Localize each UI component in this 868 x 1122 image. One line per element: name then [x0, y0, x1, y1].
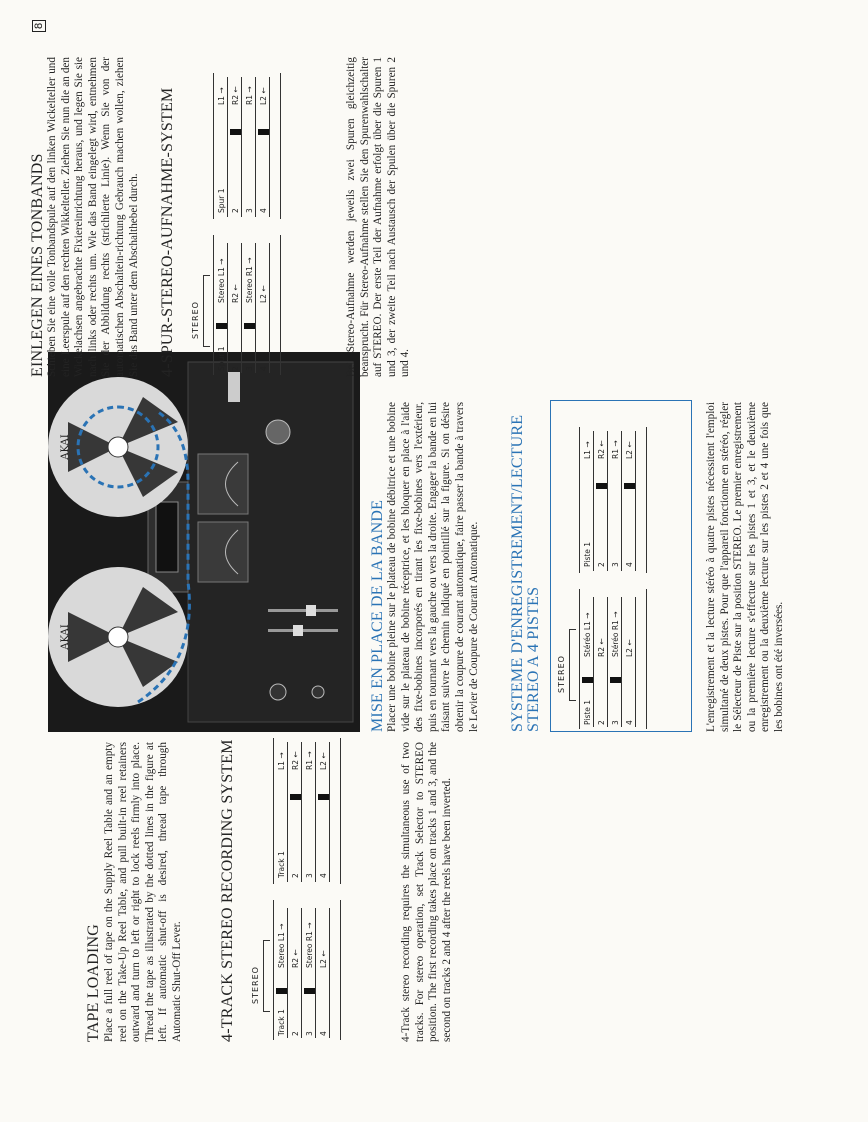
system-text-fr: L'enregistrement et la lecture stéréo à quatre pistes nécessitent l'emploi simultané de deux pistes. Pour que l'appareil fonctionne en stéréo, régler le Sélecteur de Piste sur la position STEREO. Le premier enregistrement ou la première lecture s'effectue sur les pistes 1 et 3, et le deuxième enregistrement ou la deuxième lecture sur les pistes 2 et 4 une fois que les bobines ont été inversées. [705, 402, 785, 732]
channel-label: L2 ← [625, 639, 634, 657]
track-number-label: Track 1 [277, 1009, 286, 1036]
track-number-label: 2 [231, 208, 240, 213]
track-number-label: 4 [259, 366, 268, 371]
french-column [0, 402, 868, 742]
page-number: 8 [32, 20, 46, 32]
stereo-label: STEREO [191, 301, 200, 339]
loading-heading-fr: MISE EN PLACE DE LA BANDE [369, 499, 386, 732]
track-number-label: 4 [319, 873, 328, 878]
track-number-label: 3 [305, 1031, 314, 1036]
channel-label: L2 ← [259, 285, 268, 303]
stereo-bracket [263, 940, 270, 1012]
system-text-en: 4-Track stereo recording requires the simultaneous use of two tracks. For stereo operation, set Track Selector to STEREO position. The first recording takes place on tracks 1 and 3, and the second on tracks 2 and 4 after the reels have been inverted. [400, 742, 453, 1042]
channel-label: L2 ← [319, 752, 328, 770]
track-number-label: 3 [245, 208, 254, 213]
photo-brand-left: AKAI [60, 624, 71, 650]
system-text-de: Bei Stereo-Aufnahme werden jeweils zwei Spuren gleichzeitig beansprucht. Für Stereo-Aufnahme stellen Sie den Spurenwahlschalter auf STEREO. Der erste Teil der Aufnahme erfolgt über die Spuren 1 und 3, der zweite Teil nach Austausch der Spulen über die Spuren 2 und 4. [345, 57, 412, 377]
track-number-label: 2 [597, 562, 606, 567]
loading-text-de: Schieben Sie eine volle Tonbandspule auf den linken Wickelteller und eine Leerspule auf den rechten Wikkelteller. Ziehen Sie nun die an den Wickelachsen angebrachte Fixiereinrichtung heraus, und legen Sie sie nach links oder rechts um. Wie das Band eingelegt wird, entnehmen Sie der Abbildung rechts (strichlierte Linie). Wenn Sie von der automatischen Abschaltein-richtung Gebrauch machen wollen, ziehen Sie das Band unter dem Abschalthebel durch. [46, 57, 140, 377]
stereo-bracket [569, 629, 576, 701]
track-number-label: 2 [291, 873, 300, 878]
track-number-label: Spur 1 [217, 346, 226, 371]
track-number-label: Piste 1 [583, 699, 592, 725]
channel-label: L2 ← [625, 441, 634, 459]
track-number-label: 2 [231, 366, 240, 371]
photo-brand-right: AKAI [60, 434, 71, 460]
track-number-label: Track 1 [277, 851, 286, 878]
system-heading-fr: SYSTEME D'ENREGISTREMENT/LECTURE STEREO A 4 PISTES [509, 414, 542, 732]
track-number-label: 2 [291, 1031, 300, 1036]
track-number-label: 3 [611, 720, 620, 725]
channel-label: L2 ← [259, 87, 268, 105]
channel-label: R2 ← [291, 949, 300, 968]
channel-label: Stéréo R1 → [611, 611, 620, 657]
channel-label: L1 → [217, 87, 226, 105]
tape-outline [273, 900, 341, 1040]
track-diagram-fr [550, 400, 692, 732]
tape-outline [579, 589, 647, 729]
channel-label: L1 → [277, 752, 286, 770]
tape-loading-heading: TAPE LOADING [85, 924, 102, 1042]
channel-label: R1 → [245, 86, 254, 105]
english-column [0, 722, 868, 1042]
track-number-label: 4 [625, 720, 634, 725]
stereo-bracket [203, 275, 210, 347]
tape-outline [579, 427, 647, 573]
track-number-label: 3 [305, 873, 314, 878]
channel-label: Stéréo L1 → [583, 612, 592, 657]
loading-heading-de: EINLEGEN EINES TONBANDS [29, 153, 46, 377]
track-number-label: 3 [611, 562, 620, 567]
channel-label: Stereo R1 → [305, 922, 314, 968]
tape-outline [213, 73, 281, 219]
channel-label: Stereo L1 → [217, 258, 226, 303]
channel-label: L2 ← [319, 950, 328, 968]
channel-label: Stereo L1 → [277, 923, 286, 968]
channel-label: R1 → [305, 751, 314, 770]
channel-label: R2 ← [231, 86, 240, 105]
system-heading-de: 4-SPUR-STEREO-AUFNAHME-SYSTEM [159, 87, 176, 377]
system-heading-en: 4-TRACK STEREO RECORDING SYSTEM [219, 739, 236, 1042]
tape-loading-text: Place a full reel of tape on the Supply Reel Table and an empty reel on the Take-Up Reel Table, and pull built-in reel retainers outward and turn to left or right to lock reels firmly into place. Thread the tape as illustrated by the dotted lines in the figure at left. If automatic shut-off is desired, thread tape through Automatic Shut-Off Lever. [103, 742, 183, 1042]
track-number-label: Piste 1 [583, 541, 592, 567]
track-number-label: 4 [319, 1031, 328, 1036]
channel-label: R2 ← [231, 284, 240, 303]
channel-label: L1 → [583, 441, 592, 459]
channel-label: Stereo R1 → [245, 257, 254, 303]
track-number-label: 4 [259, 208, 268, 213]
track-number-label: 4 [625, 562, 634, 567]
channel-label: R2 ← [597, 638, 606, 657]
channel-label: R1 → [611, 440, 620, 459]
tape-outline [273, 738, 341, 884]
tape-outline [213, 235, 281, 375]
channel-label: R2 ← [291, 751, 300, 770]
stereo-label: STEREO [251, 966, 260, 1004]
german-column [0, 47, 868, 377]
channel-label: R2 ← [597, 440, 606, 459]
stereo-label: STEREO [557, 655, 566, 693]
loading-text-fr: Placer une bobine pleine sur le plateau de bobine débitrice et une bobine vide sur le plateau de bobine réceptrice, et les bloquer en place à l'aide des fixe-bobines incorporés en tirant les fixe-bobines vers l'extérieur, puis en tournant vers la gauche ou vers la droite. Engager la bande en lui faisant suivre le chemin indiqué en pointillé sur la figure. Si on désire obtenir la coupure de courant automatique, faire passer la bande à travers le Levier de Coupure de Courant Automatique. [386, 402, 480, 732]
track-number-label: Spur 1 [217, 188, 226, 213]
track-diagram-de [185, 57, 315, 377]
track-diagram-en [245, 722, 375, 1042]
track-number-label: 2 [597, 720, 606, 725]
track-number-label: 3 [245, 366, 254, 371]
